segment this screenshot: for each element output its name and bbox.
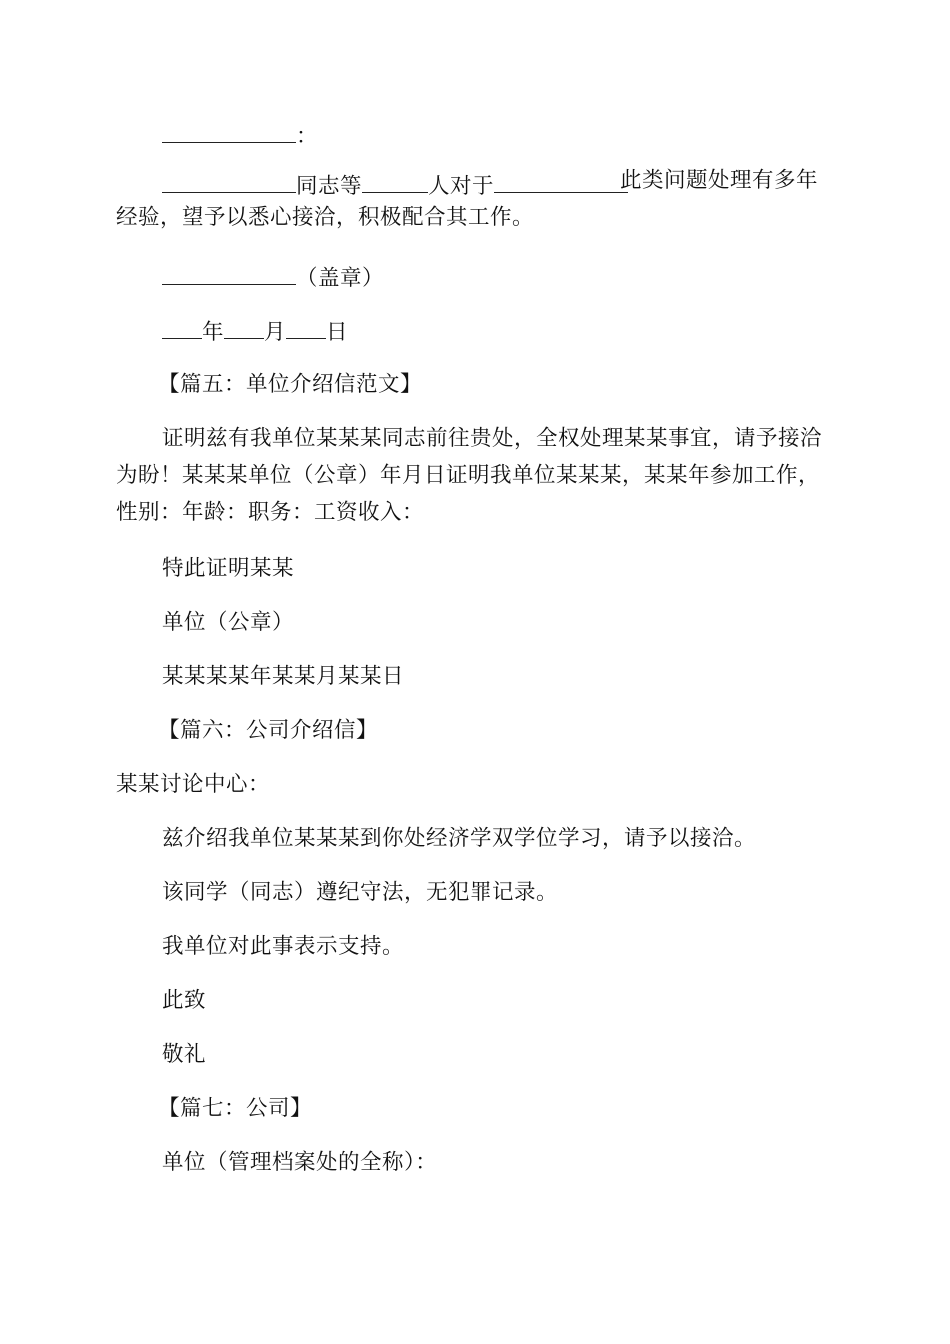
section5-unit: 单位（公章） <box>162 610 295 635</box>
date-month: 月 <box>264 320 287 345</box>
section6-recipient: 某某讨论中心： <box>116 772 271 797</box>
blank-month <box>224 318 264 339</box>
intro-people: 人对于 <box>428 174 495 199</box>
section7-line1: 单位（管理档案处的全称）： <box>162 1150 438 1175</box>
blank-seal-unit <box>162 264 296 285</box>
section6-closing2: 敬礼 <box>162 1042 207 1067</box>
seal-line <box>162 264 384 292</box>
blank-year <box>162 318 202 339</box>
section6-closing1: 此致 <box>162 988 207 1013</box>
intro-paragraph: 此类问题处理有多年经验，望予以悉心接洽，积极配合其工作。 <box>116 168 819 230</box>
date-line <box>162 318 348 346</box>
blank-day <box>286 318 326 339</box>
salutation-line <box>162 122 318 150</box>
seal-label: （盖章） <box>296 266 385 291</box>
section6-heading: 【篇六：公司介绍信】 <box>158 718 379 743</box>
intro-comrades: 同志等 <box>296 174 363 199</box>
salutation-colon: ： <box>296 124 319 149</box>
section6-line2: 该同学（同志）遵纪守法，无犯罪记录。 <box>162 880 559 905</box>
section6-line1: 兹介绍我单位某某某到你处经济学双学位学习，请予以接洽。 <box>162 826 757 851</box>
section7-heading: 【篇七：公司】 <box>158 1096 313 1121</box>
section5-date: 某某某某年某某月某某日 <box>162 664 405 689</box>
blank-recipient <box>162 122 296 143</box>
date-day: 日 <box>326 320 349 345</box>
section5-heading: 【篇五：单位介绍信范文】 <box>158 372 423 397</box>
section6-line3: 我单位对此事表示支持。 <box>162 934 405 959</box>
section5-body: 证明兹有我单位某某某同志前往贵处，全权处理某某事宜，请予接洽为盼！某某某单位（公章）年月日证明我单位某某某，某某年参加工作，性别：年龄：职务：工资收入： <box>116 426 823 525</box>
section5-certify: 特此证明某某 <box>162 556 295 581</box>
date-year: 年 <box>202 320 225 345</box>
